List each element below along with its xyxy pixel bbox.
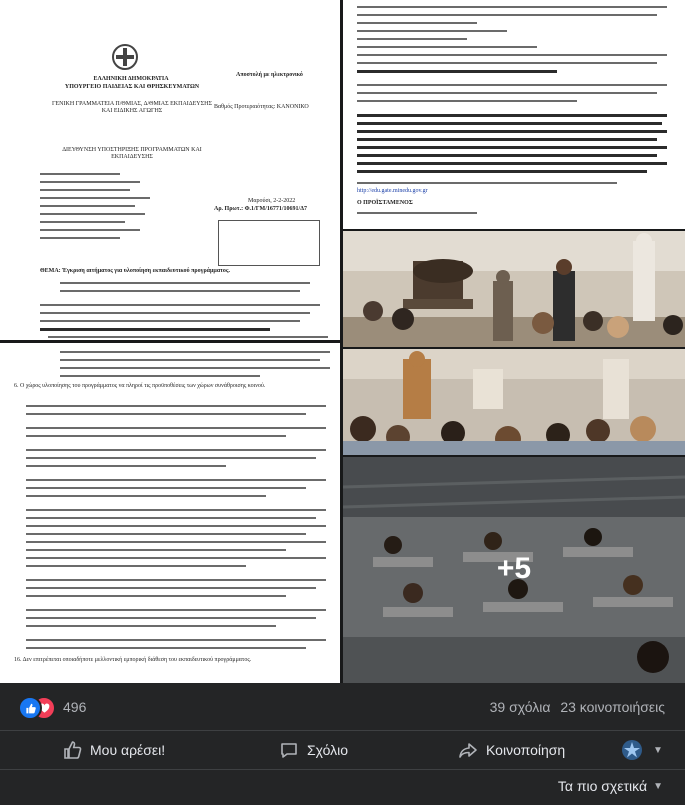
museum-photo <box>343 231 685 347</box>
comment-sort-dropdown[interactable] <box>558 778 663 794</box>
doc-date: Μαρούσι, 2-2-2022 <box>248 198 296 204</box>
like-button[interactable] <box>62 736 165 764</box>
share-button-label: Κοινοποίηση <box>486 742 566 758</box>
comments-count[interactable]: 39 σχόλια <box>489 699 551 715</box>
reaction-count[interactable]: 496 <box>63 699 87 715</box>
post-actions-bar <box>0 731 685 770</box>
document-page-1[interactable] <box>0 0 340 340</box>
chevron-down-icon: ▼ <box>653 780 663 792</box>
audience-selector[interactable] <box>621 736 663 764</box>
comment-button-label: Σχόλιο <box>307 742 349 758</box>
doc-prot: Αρ. Πρωτ.: Φ.1/ΓΜ/16771/10691/Δ7 <box>214 206 307 212</box>
doc-recipient-box <box>218 220 320 266</box>
doc-priority: Βαθμός Προτεραιότητας: ΚΑΝΟΝΙΚΟ <box>214 104 309 110</box>
more-photos-count[interactable]: +5 <box>496 552 532 585</box>
children-photo <box>343 349 685 455</box>
reaction-icons[interactable] <box>18 696 62 718</box>
doc-ministry-2: ΥΠΟΥΡΓΕΙΟ ΠΑΙΔΕΙΑΣ ΚΑΙ ΘΡΗΣΚΕΥΜΑΤΩΝ <box>64 84 200 90</box>
doc-directorate: ΔΙΕΥΘΥΝΣΗ ΥΠΟΣΤΗΡΙΞΗΣ ΠΡΟΓΡΑΜΜΑΤΩΝ ΚΑΙ ΕΚΠΑΙΔΕΥΣΗΣ <box>62 147 202 160</box>
document-page-3[interactable] <box>0 343 340 683</box>
page-avatar-icon <box>621 739 643 761</box>
thumbs-up-icon <box>62 740 82 760</box>
comment-icon <box>279 740 299 760</box>
doc-ministry: ΕΛΛΗΝΙΚΗ ΔΗΜΟΚΡΑΤΙΑ <box>93 76 169 82</box>
share-icon <box>458 740 478 760</box>
doc-subject: ΘΕΜΑ: Έγκριση αιτήματος για υλοποίηση εκπαιδευτικού προγράμματος. <box>40 268 230 274</box>
document-page-2[interactable] <box>343 0 685 229</box>
like-button-label: Μου αρέσει! <box>90 742 166 758</box>
comment-button[interactable] <box>279 736 348 764</box>
doc-secretary: ΓΕΝΙΚΗ ΓΡΑΜΜΑΤΕΙΑ Π/ΘΜΙΑΣ, Δ/ΘΜΙΑΣ ΕΚΠΑΙΔΕΥΣΗΣ ΚΑΙ ΕΙΔΙΚΗΣ ΑΓΩΓΗΣ <box>52 101 212 114</box>
engagement-stats <box>484 699 665 715</box>
sort-label: Τα πιο σχετικά <box>557 778 648 794</box>
like-reaction-icon <box>18 696 42 720</box>
audience-chevron-icon: ▼ <box>653 744 663 756</box>
photo-children-gallery[interactable] <box>343 349 685 455</box>
doc-last-item: 16. Δεν επιτρέπεται οποιαδήποτε μελλοντική εμπορική διάθεση του εκπαιδευτικού προγράμματος. <box>14 657 252 663</box>
doc-first-item: 6. Ο χώρος υλοποίησης του προγράμματος να πληροί τις προϋποθέσεις των χώρων συνάθροισης κοινού. <box>14 383 266 389</box>
photo-classroom[interactable] <box>343 457 685 683</box>
shares-count[interactable]: 23 κοινοποιήσεις <box>560 699 665 715</box>
doc-closing: Ο ΠΡΟΪΣΤΑΜΕΝΟΣ <box>357 200 413 206</box>
doc-link: http://edu.gate.minedu.gov.gr <box>357 188 428 194</box>
share-button[interactable] <box>458 736 565 764</box>
post-stats-bar <box>0 684 685 731</box>
photo-museum-hall[interactable] <box>343 231 685 347</box>
greek-emblem-icon <box>110 42 140 72</box>
doc-email-label: Αποστολή με ηλεκτρονικό <box>236 72 303 78</box>
